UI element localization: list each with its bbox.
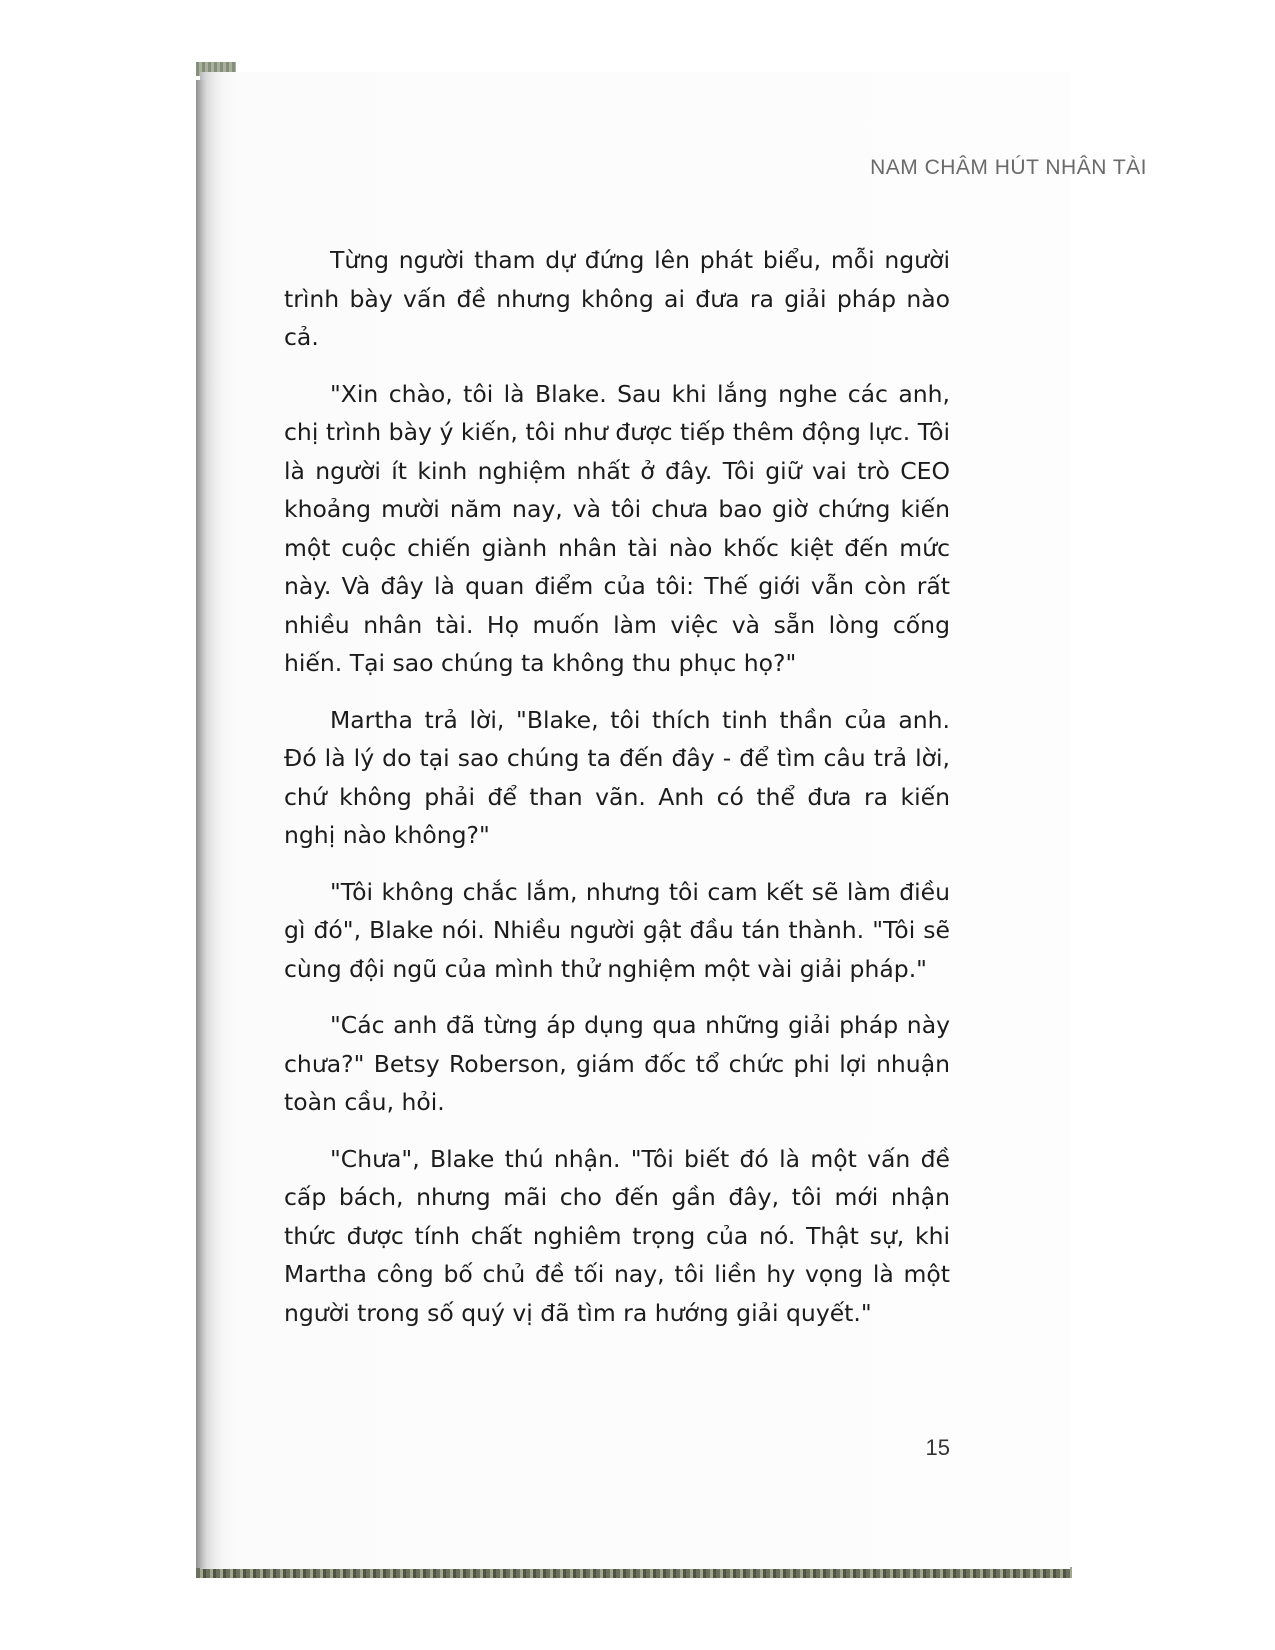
paragraph: Martha trả lời, "Blake, tôi thích tinh thần của anh. Đó là lý do tại sao chúng ta đến đây - để tìm câu trả lời, chứ không phải để than vãn. Anh có thể đưa ra kiến nghị nào không?": [284, 705, 950, 849]
page-spine-shadow: [196, 80, 208, 1568]
header-title: NAM CHÂM HÚT NHÂN TÀI: [870, 156, 1147, 179]
paragraph: "Chưa", Blake thú nhận. "Tôi biết đó là một vấn đề cấp bách, nhưng mãi cho đến gần đây, tôi mới nhận thức được tính chất nghiêm trọng của nó. Thật sự, khi Martha công bố chủ đề tối nay, tôi liền hy vọng là một người trong số quý vị đã tìm ra hướng giải quyết.": [284, 1144, 950, 1327]
page-number: 15: [925, 1435, 950, 1460]
paragraph: "Các anh đã từng áp dụng qua những giải pháp này chưa?" Betsy Roberson, giám đốc tổ chức phi lợi nhuận toàn cầu, hỏi.: [284, 1011, 950, 1116]
running-header: [0, 156, 1147, 180]
paragraph: "Tôi không chắc lắm, nhưng tôi cam kết sẽ làm điều gì đó", Blake nói. Nhiều người gật đầu tán thành. "Tôi sẽ cùng đội ngũ của mình thử nghiệm một vài giải pháp.": [284, 877, 950, 983]
body-text: [284, 241, 950, 1350]
paragraph: "Xin chào, tôi là Blake. Sau khi lắng nghe các anh, chị trình bày ý kiến, tôi như được tiếp thêm động lực. Tôi là người ít kinh nghiệm nhất ở đây. Tôi giữ vai trò CEO khoảng mười năm nay, và tôi chưa bao giờ chứng kiến một cuộc chiến giành nhân tài nào khốc kiệt đến mức này. Và đây là quan điểm của tôi: Thế giới vẫn còn rất nhiều nhân tài. Họ muốn làm việc và sẵn lòng cống hiến. Tại sao chúng ta không thu phục họ?": [284, 379, 950, 677]
paragraph: Từng người tham dự đứng lên phát biểu, mỗi người trình bày vấn đề nhưng không ai đưa ra giải pháp nào cả.: [284, 246, 950, 351]
